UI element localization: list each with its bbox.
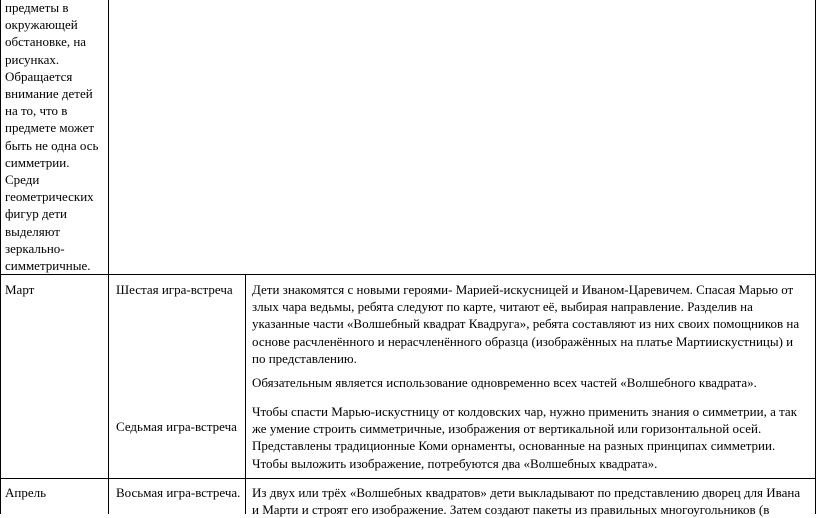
table-row-divider-1 (0, 274, 816, 275)
game-six-label: Шестая игра-встреча (116, 282, 233, 297)
text-line: Дети знакомятся с новыми героями- Марией-искусницей и Иваном-Царевичем. Спасая Марью от (252, 282, 794, 297)
text-line: Из двух или трёх «Волшебных квадратов» дети выкладывают по представлению дворец для Ивана (252, 485, 801, 500)
text-line: Чтобы спасти Марью-искустницу от колдовских чар, нужно применить знания о симметрии, а так (252, 404, 798, 419)
text-line: Обращается (5, 68, 73, 84)
table-row-divider-2 (0, 478, 816, 479)
month-march: Март (5, 282, 35, 297)
text-line: Среди (5, 172, 40, 188)
text-line: по представлению. (252, 350, 357, 366)
march-paragraph-2: Обязательным является использование одновременно всех частей «Волшебного квадрата». (252, 375, 757, 390)
text-line: же умение строить симметричные, изображения от вертикальной или горизонтальной осей. (252, 421, 762, 437)
march-paragraph-3 (252, 403, 814, 472)
text-line: окружающей (5, 17, 78, 33)
text-line: основе расчленённого и нерасчленённого образца (изображённых на платье Мартиискустницы) и (252, 333, 794, 349)
text-line: симметричные. (5, 258, 91, 274)
text-line: предметы в (5, 0, 69, 15)
game-seven-label: Седьмая игра-встреча (116, 419, 237, 434)
text-line: выделяют (5, 223, 60, 239)
text-line: и Марти и строят его изображение. Затем создают пакеты из правильных многоугольников (в (252, 502, 770, 518)
march-paragraph-1 (252, 281, 814, 367)
text-line: предмете может (5, 120, 95, 136)
text-line: Чтобы выложить изображение, потребуются два «Волшебных квадрата». (252, 455, 658, 471)
top-row-description (5, 0, 105, 274)
text-line: на то, что в (5, 103, 68, 119)
table-border-left (0, 0, 1, 514)
text-line: указанные части «Волшебный квадрат Квадруга», ребята составляют из них своих помощников на (252, 316, 800, 332)
april-paragraph (252, 484, 814, 518)
text-line: злых чара ведьмы, ребята следуют по карте, читают её, выбирая направление. Разделив на (252, 299, 753, 315)
text-line: Представлены традиционные Коми орнаменты, основанные на разных принципах симметрии. (252, 438, 776, 454)
text-line: зеркально- (5, 240, 65, 256)
text-line: геометрических (5, 189, 94, 205)
text-line: внимание детей (5, 86, 93, 102)
text-line: симметрии. (5, 154, 70, 170)
text-line: быть не одна ось (5, 137, 99, 153)
month-april: Апрель (5, 485, 47, 500)
table-col-divider-1 (108, 0, 109, 514)
text-line: фигур дети (5, 206, 67, 222)
text-line: рисунках. (5, 51, 60, 67)
game-eight-label: Восьмая игра-встреча. (116, 485, 241, 500)
text-line: обстановке, на (5, 34, 87, 50)
